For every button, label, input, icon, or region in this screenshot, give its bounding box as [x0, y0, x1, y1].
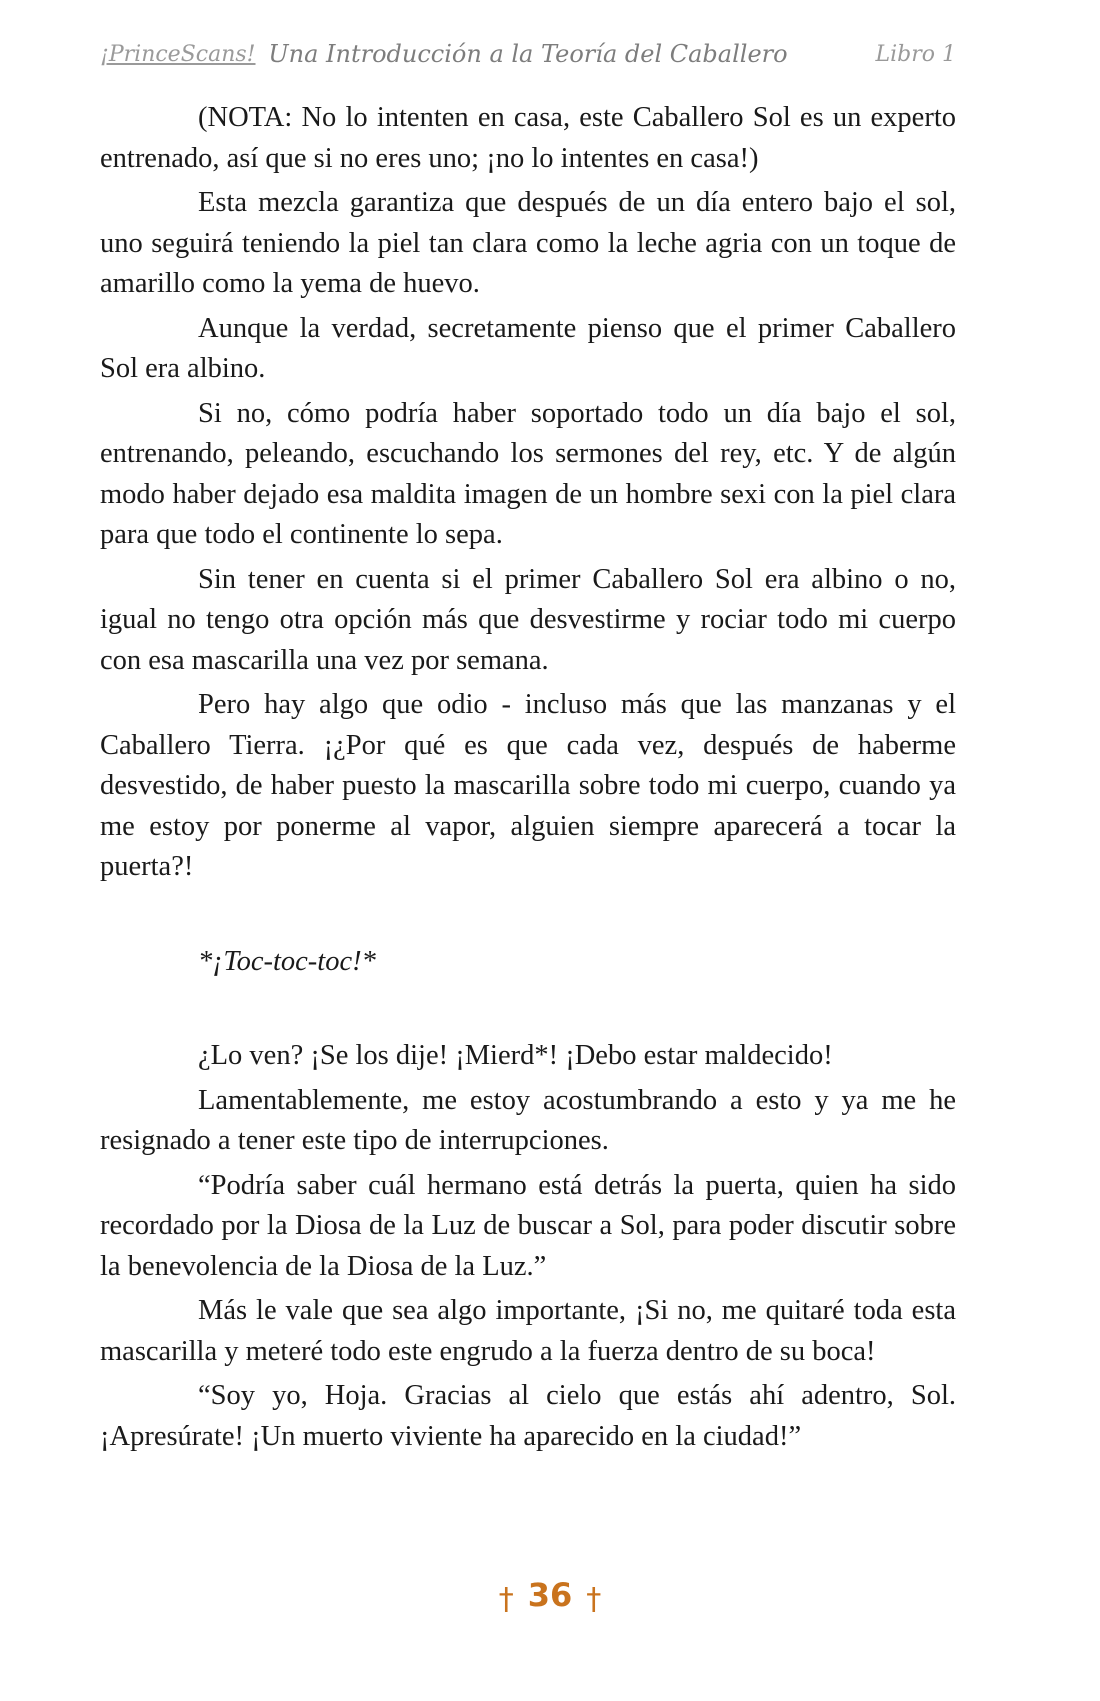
- page-footer: [0, 1576, 1100, 1617]
- dagger-ornament-icon: †: [586, 1582, 602, 1617]
- book-title: Una Introducción a la Teoría del Caballero: [268, 40, 788, 68]
- page-body: [100, 98, 956, 1461]
- page-number: 36: [527, 1576, 573, 1614]
- paragraph: “Soy yo, Hoja. Gracias al cielo que estás ahí adentro, Sol. ¡Apresúrate! ¡Un muerto viviente ha aparecido en la ciudad!”: [100, 1380, 956, 1452]
- paragraph: Pero hay algo que odio - incluso más que las manzanas y el Caballero Tierra. ¡¿Por qué es que cada vez, después de haberme desvestido, de haber puesto la mascarilla sobre todo mi cuerpo, cuando ya me estoy por ponerme al vapor, alguien siempre aparecerá a tocar la puerta?!: [100, 689, 956, 882]
- volume-label: Libro 1: [875, 42, 956, 67]
- dagger-ornament-icon: †: [498, 1582, 514, 1617]
- paragraph: Si no, cómo podría haber soportado todo un día bajo el sol, entrenando, peleando, escuchando los sermones del rey, etc. Y de algún modo haber dejado esa maldita imagen de un hombre sexi con la piel clara para que todo el continente lo sepa.: [100, 397, 956, 550]
- scene-break-space: [100, 986, 956, 1036]
- paragraph: Aunque la verdad, secretamente pienso que el primer Caballero Sol era albino.: [100, 312, 956, 384]
- scene-break-space: [100, 892, 956, 942]
- scanlator-name: ¡PrinceScans!: [100, 42, 256, 67]
- paragraph: Más le vale que sea algo importante, ¡Si no, me quitaré toda esta mascarilla y meteré todo este engrudo a la fuerza dentro de su boca!: [100, 1295, 956, 1367]
- page-header: [100, 36, 956, 76]
- paragraph: Lamentablemente, me estoy acostumbrando a esto y ya me he resignado a tener este tipo de interrupciones.: [100, 1084, 956, 1156]
- sound-effect: *¡Toc-toc-toc!*: [198, 945, 376, 977]
- paragraph: “Podría saber cuál hermano está detrás la puerta, quien ha sido recordado por la Diosa de la Luz de buscar a Sol, para poder discutir sobre la benevolencia de la Diosa de la Luz.”: [100, 1169, 956, 1282]
- paragraph: Esta mezcla garantiza que después de un día entero bajo el sol, uno seguirá teniendo la piel tan clara como la leche agria con un toque de amarillo como la yema de huevo.: [100, 187, 956, 299]
- paragraph: (NOTA: No lo intenten en casa, este Caballero Sol es un experto entrenado, así que si no eres uno; ¡no lo intentes en casa!): [100, 102, 956, 174]
- paragraph: Sin tener en cuenta si el primer Caballero Sol era albino o no, igual no tengo otra opción más que desvestirme y rociar todo mi cuerpo con esa mascarilla una vez por semana.: [100, 563, 956, 676]
- paragraph: ¿Lo ven? ¡Se los dije! ¡Mierd*! ¡Debo estar maldecido!: [198, 1040, 833, 1071]
